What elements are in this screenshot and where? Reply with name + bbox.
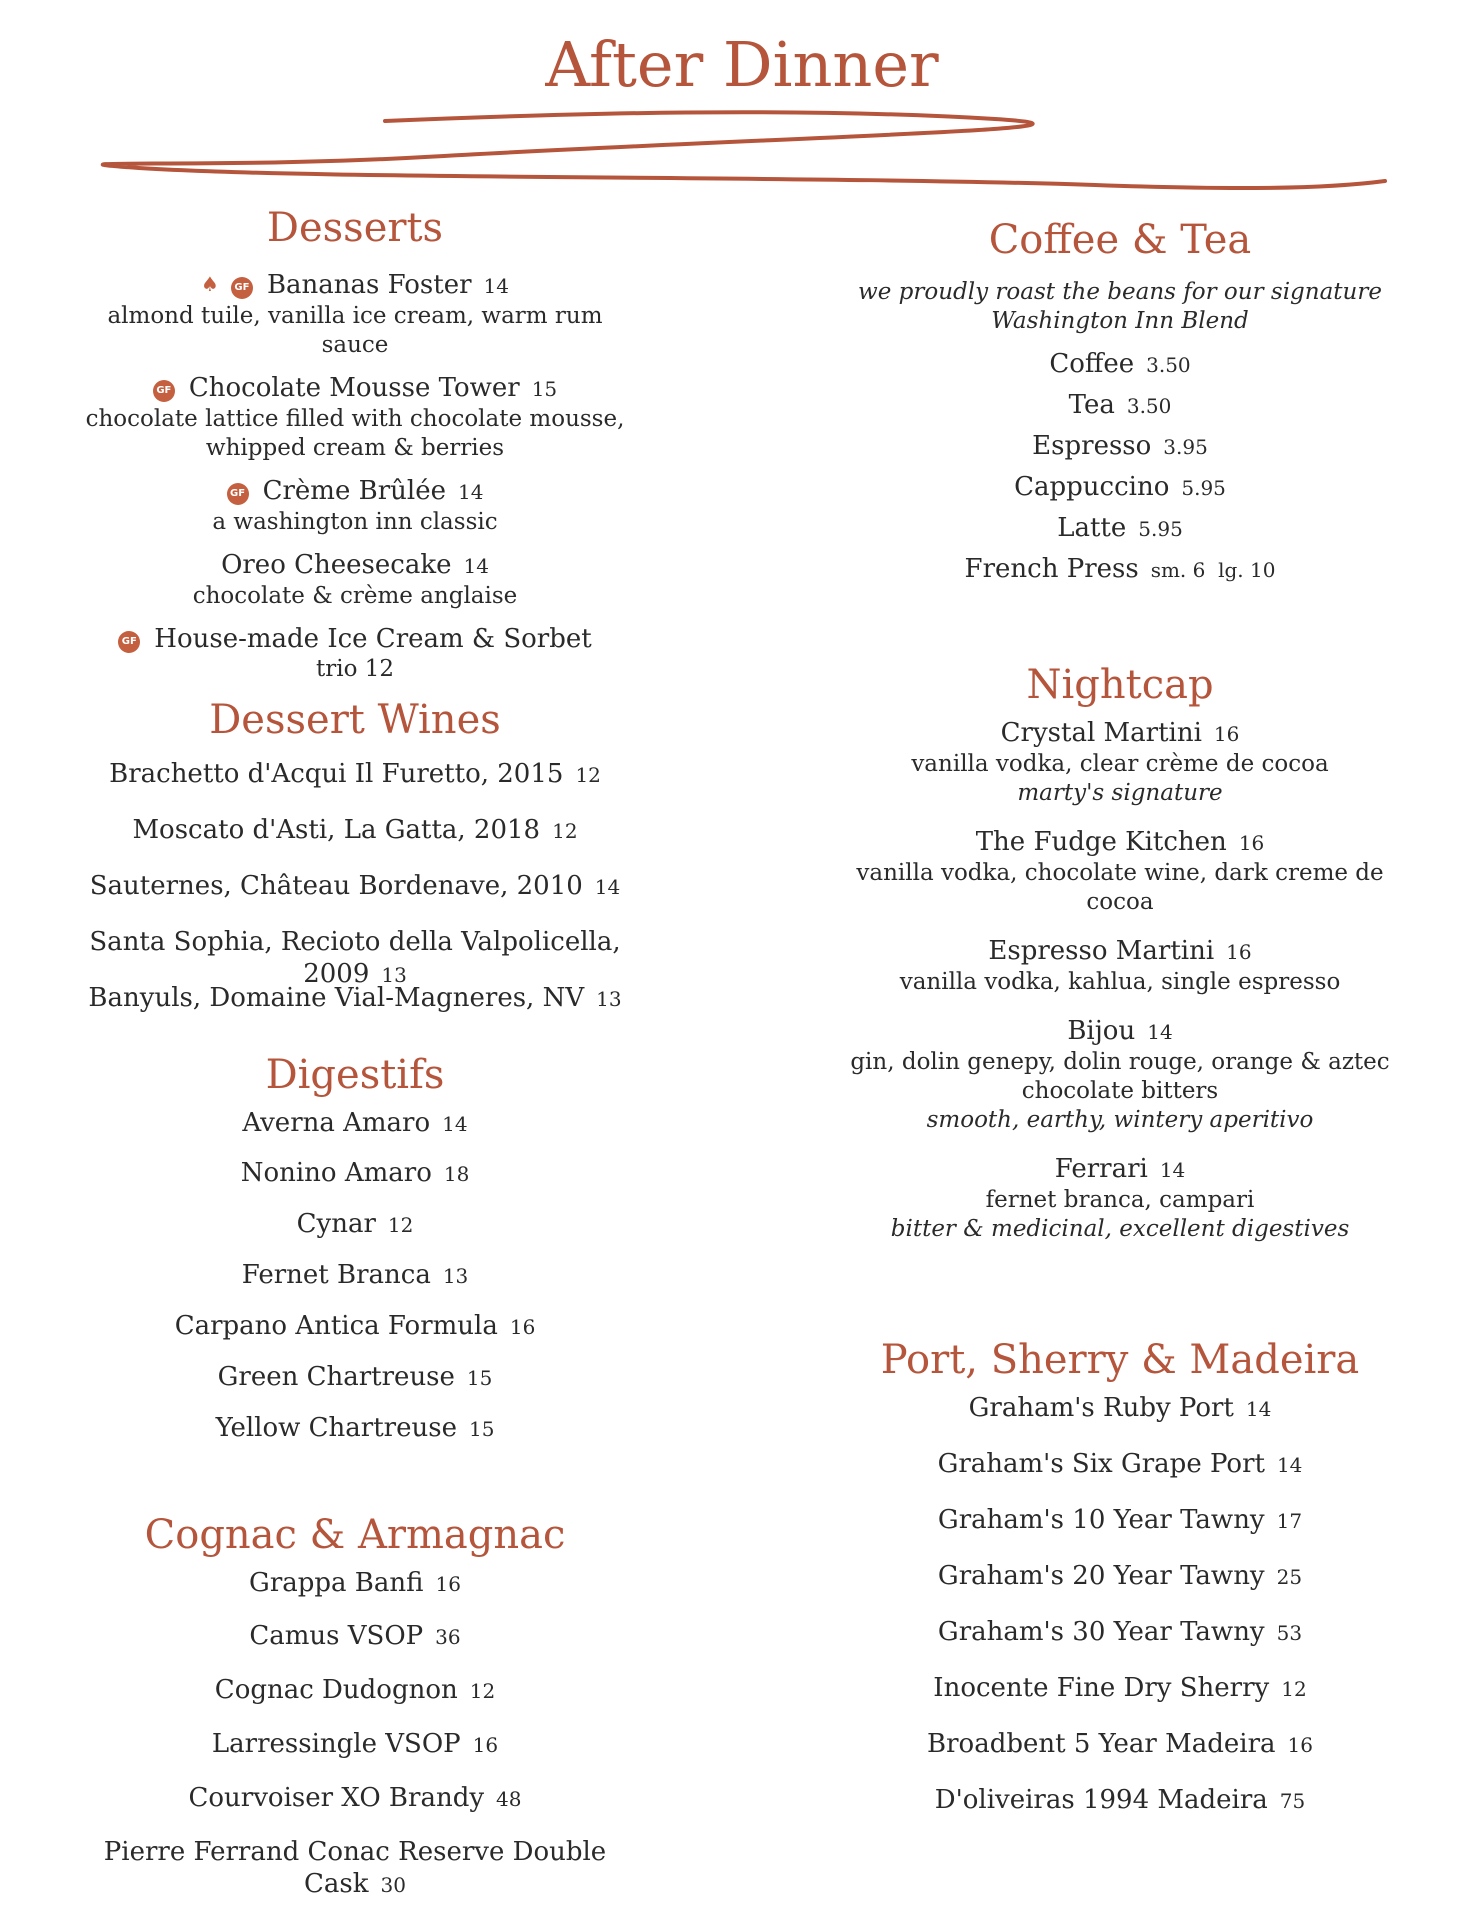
item-description: whipped cream & berries <box>205 435 505 461</box>
item-price: 12 <box>387 1213 414 1237</box>
list-item <box>820 430 1420 471</box>
nightcap-section <box>820 662 1420 1244</box>
item-price: 12 <box>552 819 578 843</box>
item-name: Santa Sophia, Recioto della Valpolicella, 2009 <box>89 927 621 989</box>
item-name: Larressingle VSOP <box>211 1729 461 1759</box>
item-price: 18 <box>443 1162 470 1186</box>
list-item <box>800 1560 1440 1616</box>
item-name: Fernet Branca <box>241 1260 431 1290</box>
item-name: Nonino Amaro <box>240 1158 432 1188</box>
list-item <box>820 348 1420 389</box>
gluten-free-icon: GF <box>118 631 140 653</box>
list-item <box>800 1616 1440 1672</box>
item-name: D'oliveiras 1994 Madeira <box>934 1785 1268 1815</box>
item-name: Inocente Fine Dry Sherry <box>933 1673 1270 1703</box>
item-price: 17 <box>1276 1509 1303 1533</box>
coffee-tea-section <box>820 217 1420 594</box>
nightcap-item <box>820 1015 1420 1135</box>
item-name: Yellow Chartreuse <box>215 1413 457 1443</box>
item-price: 16 <box>1238 831 1265 855</box>
gluten-free-icon: GF <box>231 277 253 299</box>
item-name: Bijou <box>1067 1016 1136 1046</box>
coffee-tea-heading: Coffee & Tea <box>988 217 1252 263</box>
gluten-free-icon: GF <box>227 483 249 505</box>
item-name: Brachetto d'Acqui Il Furetto, 2015 <box>109 759 564 789</box>
port-sherry-madeira-section <box>800 1337 1440 1840</box>
nightcap-heading: Nightcap <box>1026 662 1214 708</box>
item-price: 25 <box>1276 1565 1303 1589</box>
cognac-section <box>60 1512 650 1899</box>
list-item <box>80 1107 630 1157</box>
item-price: 3.50 <box>1146 353 1191 377</box>
item-description: almond tuile, vanilla ice cream, warm rum sauce <box>107 303 603 358</box>
list-item <box>800 1392 1440 1448</box>
list-item <box>60 1674 650 1728</box>
item-name: Graham's Six Grape Port <box>937 1449 1265 1479</box>
item-price: 3.95 <box>1163 435 1208 459</box>
item-name: French Press <box>964 554 1139 584</box>
item-name: Cynar <box>296 1209 376 1239</box>
item-price: 14 <box>1159 1158 1186 1182</box>
digestifs-section <box>80 1052 630 1463</box>
item-price: 53 <box>1276 1621 1303 1645</box>
list-item <box>60 814 650 870</box>
item-name: Cappuccino <box>1014 472 1170 502</box>
list-item <box>800 1504 1440 1560</box>
item-name: Oreo Cheesecake <box>221 550 452 580</box>
list-item <box>800 1448 1440 1504</box>
item-description: trio 12 <box>315 656 395 682</box>
item-price: 14 <box>1245 1397 1272 1421</box>
decorative-flourish <box>95 105 1395 200</box>
item-price: 13 <box>381 963 407 987</box>
digestifs-heading: Digestifs <box>265 1052 445 1098</box>
item-name: Crème Brûlée <box>262 476 446 506</box>
dessert-item <box>80 475 630 537</box>
item-note: smooth, earthy, wintery aperitivo <box>926 1107 1314 1133</box>
list-item <box>60 1567 650 1620</box>
list-item <box>80 1310 630 1361</box>
list-item <box>80 1412 630 1463</box>
list-item <box>60 870 650 926</box>
list-item <box>60 758 650 814</box>
item-price: 16 <box>1287 1733 1313 1757</box>
item-name: Bananas Foster <box>266 270 472 300</box>
item-name: Averna Amaro <box>242 1108 431 1138</box>
item-price: 16 <box>1213 722 1240 746</box>
list-item <box>800 1784 1440 1840</box>
list-item <box>60 1836 650 1899</box>
item-name: Latte <box>1057 513 1127 543</box>
item-price: 16 <box>1226 940 1252 964</box>
item-price: 15 <box>466 1366 493 1390</box>
nightcap-item <box>820 826 1420 917</box>
item-name: Moscato d'Asti, La Gatta, 2018 <box>132 815 541 845</box>
item-price: 5.95 <box>1138 517 1183 541</box>
item-price: 14 <box>442 1112 468 1136</box>
list-item <box>820 512 1420 553</box>
item-price: 12 <box>575 763 601 787</box>
list-item <box>60 982 650 1038</box>
item-description: chocolate lattice filled with chocolate mousse, <box>85 406 625 432</box>
dessert-item <box>80 372 630 463</box>
item-price: 14 <box>483 274 509 298</box>
dessert-wines-heading: Dessert Wines <box>209 697 501 743</box>
list-item <box>800 1672 1440 1728</box>
item-price: 14 <box>457 480 484 504</box>
item-description: chocolate bitters <box>1021 1078 1219 1104</box>
coffee-tagline: we proudly roast the beans for our signature <box>858 279 1382 305</box>
item-price: 48 <box>496 1787 522 1811</box>
list-item <box>80 1157 630 1208</box>
nightcap-item <box>820 935 1420 997</box>
item-price: 13 <box>596 987 622 1011</box>
dessert-item <box>80 549 630 611</box>
dessert-wines-section <box>60 697 650 1038</box>
item-price: 16 <box>472 1733 499 1757</box>
item-name: Broadbent 5 Year Madeira <box>927 1729 1276 1759</box>
list-item <box>820 389 1420 430</box>
item-note: marty's signature <box>1017 780 1223 806</box>
item-price: 36 <box>435 1625 461 1649</box>
item-price: 16 <box>509 1315 536 1339</box>
dessert-item <box>80 268 630 360</box>
item-price: 3.50 <box>1126 394 1172 418</box>
gluten-free-icon: GF <box>153 380 175 402</box>
item-price: 15 <box>531 377 558 401</box>
item-price: 75 <box>1279 1789 1306 1813</box>
item-name: Pierre Ferrand Conac Reserve Double Cask <box>103 1837 607 1899</box>
item-description: fernet branca, campari <box>985 1187 1255 1213</box>
item-name: Ferrari <box>1054 1154 1148 1184</box>
dessert-item <box>80 623 630 684</box>
nut-icon: ♠ <box>201 272 219 296</box>
list-item <box>60 1782 650 1836</box>
list-item <box>60 1728 650 1782</box>
item-price: 16 <box>435 1572 461 1596</box>
list-item <box>80 1208 630 1259</box>
item-price: 13 <box>442 1264 469 1288</box>
coffee-tagline: Washington Inn Blend <box>991 308 1249 334</box>
item-description: chocolate & crème anglaise <box>192 583 518 609</box>
nightcap-item <box>820 1153 1420 1244</box>
nightcap-item <box>820 717 1420 808</box>
desserts-section <box>80 205 630 684</box>
item-name: The Fudge Kitchen <box>975 827 1227 857</box>
item-price: 5.95 <box>1181 476 1226 500</box>
item-name: Coffee <box>1049 349 1135 379</box>
item-name: Chocolate Mousse Tower <box>188 373 520 403</box>
list-item <box>820 471 1420 512</box>
item-price: 12 <box>1281 1677 1307 1701</box>
item-name: Cognac Dudognon <box>214 1675 458 1705</box>
list-item <box>80 1361 630 1412</box>
item-description: vanilla vodka, clear crème de cocoa <box>911 751 1329 777</box>
item-name: Green Chartreuse <box>217 1362 455 1392</box>
cognac-heading: Cognac & Armagnac <box>144 1512 566 1558</box>
item-price: 15 <box>468 1417 495 1441</box>
item-price: 14 <box>594 875 621 899</box>
item-name: Graham's 10 Year Tawny <box>937 1505 1265 1535</box>
item-description: vanilla vodka, chocolate wine, dark creme de cocoa <box>856 860 1384 915</box>
item-price: 12 <box>469 1679 496 1703</box>
item-price: 30 <box>380 1873 406 1897</box>
item-name: Courvoiser XO Brandy <box>188 1783 485 1813</box>
list-item <box>80 1259 630 1310</box>
list-item <box>60 1620 650 1674</box>
item-name: Graham's 20 Year Tawny <box>937 1561 1265 1591</box>
list-item <box>800 1728 1440 1784</box>
item-price: 14 <box>463 554 489 578</box>
item-name: Banyuls, Domaine Vial-Magneres, NV <box>88 983 585 1013</box>
item-name: Camus VSOP <box>249 1621 424 1651</box>
item-price: 14 <box>1276 1453 1303 1477</box>
item-name: Espresso Martini <box>988 936 1215 966</box>
item-note: bitter & medicinal, excellent digestives <box>890 1216 1350 1242</box>
item-price: 14 <box>1147 1020 1173 1044</box>
item-name: Graham's Ruby Port <box>968 1393 1234 1423</box>
item-description: gin, dolin genepy, dolin rouge, orange & aztec <box>850 1049 1390 1075</box>
item-name: House-made Ice Cream & Sorbet <box>154 624 592 654</box>
item-name: Grappa Banfi <box>249 1568 424 1598</box>
page-title: After Dinner <box>545 28 939 101</box>
list-item <box>820 553 1420 594</box>
item-price: sm. 6 lg. 10 <box>1150 558 1276 582</box>
port-sherry-madeira-heading: Port, Sherry & Madeira <box>880 1337 1360 1383</box>
list-item <box>60 926 650 989</box>
item-name: Crystal Martini <box>1000 718 1202 748</box>
item-description: vanilla vodka, kahlua, single espresso <box>899 969 1341 995</box>
item-name: Sauternes, Château Bordenave, 2010 <box>89 871 583 901</box>
item-name: Graham's 30 Year Tawny <box>937 1617 1265 1647</box>
item-name: Tea <box>1068 390 1115 420</box>
desserts-heading: Desserts <box>266 205 444 251</box>
item-description: a washington inn classic <box>212 509 498 535</box>
item-name: Carpano Antica Formula <box>174 1311 498 1341</box>
item-name: Espresso <box>1032 431 1152 461</box>
